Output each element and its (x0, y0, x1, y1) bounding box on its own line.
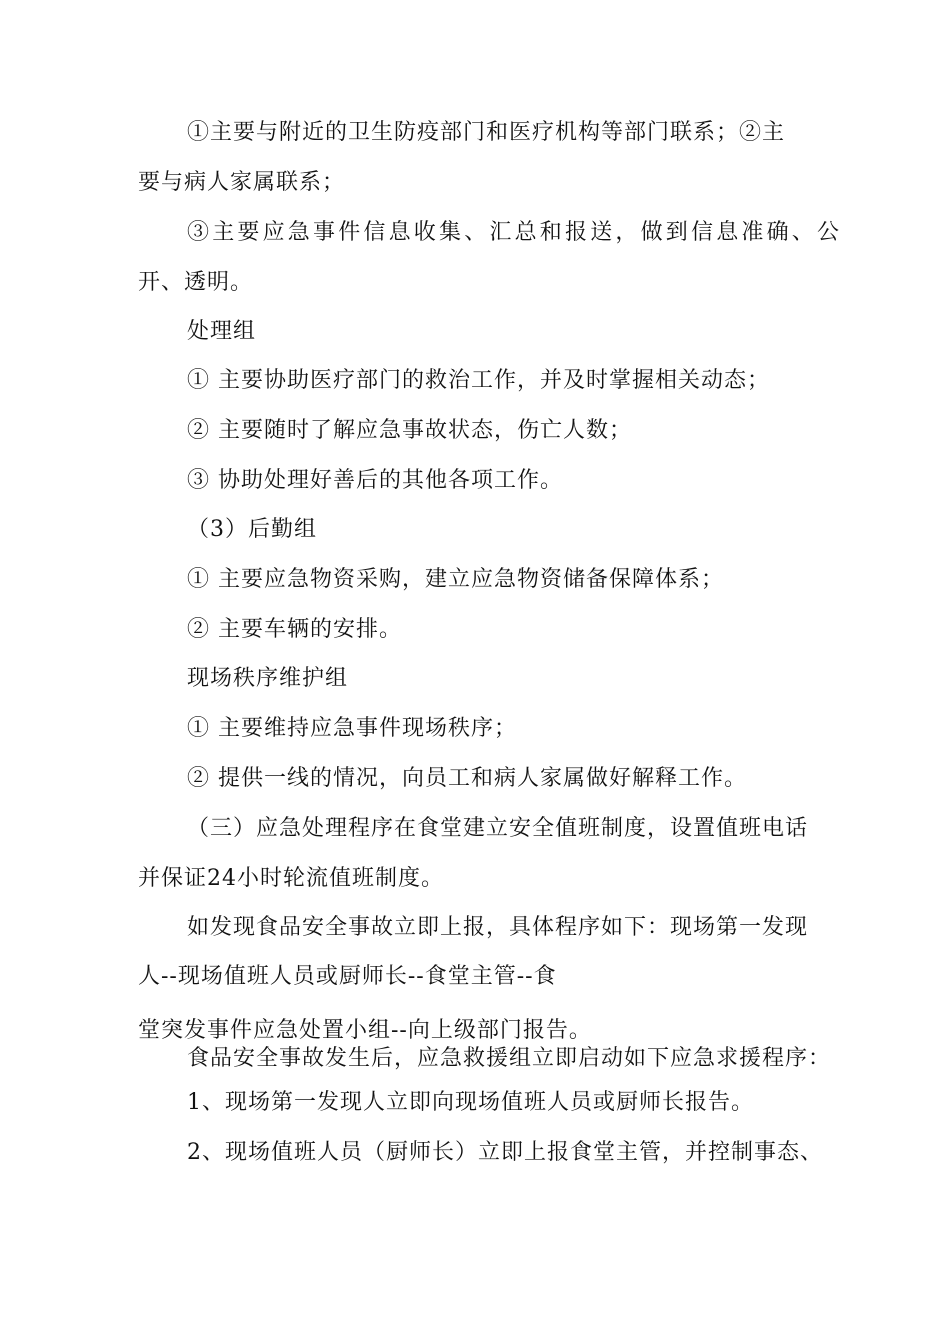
paragraph-line: 并保证24小时轮流值班制度。 (138, 866, 444, 891)
paragraph-line: ③ 协助处理好善后的其他各项工作。 (187, 468, 563, 493)
paragraph-line: 开、透明。 (138, 270, 254, 295)
paragraph-line: 1、现场第一发现人立即向现场值班人员或厨师长报告。 (187, 1090, 754, 1115)
paragraph-line: ③主要应急事件信息收集、汇总和报送，做到信息准确、公 (187, 220, 843, 245)
paragraph-line: ①主要与附近的卫生防疫部门和医疗机构等部门联系；②主 (187, 120, 786, 145)
paragraph-line: ② 主要随时了解应急事故状态，伤亡人数； (187, 418, 632, 443)
paragraph-line: 2、现场值班人员（厨师长）立即上报食堂主管，并控制事态、 (187, 1140, 823, 1165)
paragraph-line: 人--现场值班人员或厨师长--食堂主管--食 (138, 964, 557, 989)
paragraph-line: 要与病人家属联系； (138, 170, 346, 195)
paragraph-line: （三）应急处理程序在食堂建立安全值班制度，设置值班电话 (187, 816, 809, 841)
section-heading: （3）后勤组 (187, 517, 317, 542)
paragraph-line: 堂突发事件应急处置小组--向上级部门报告。 (138, 1018, 592, 1043)
paragraph-line: 如发现食品安全事故立即上报，具体程序如下：现场第一发现 (187, 915, 809, 940)
paragraph-line: ① 主要应急物资采购，建立应急物资储备保障体系； (187, 567, 724, 592)
paragraph-line: 食品安全事故发生后，应急救援组立即启动如下应急求援程序： (187, 1046, 832, 1071)
paragraph-line: ② 提供一线的情况，向员工和病人家属做好解释工作。 (187, 766, 747, 791)
paragraph-line: ② 主要车辆的安排。 (187, 617, 402, 642)
section-heading: 现场秩序维护组 (187, 666, 349, 691)
section-heading: 处理组 (187, 319, 257, 344)
paragraph-line: ① 主要维持应急事件现场秩序； (187, 716, 517, 741)
paragraph-line: ① 主要协助医疗部门的救治工作，并及时掌握相关动态； (187, 368, 770, 393)
